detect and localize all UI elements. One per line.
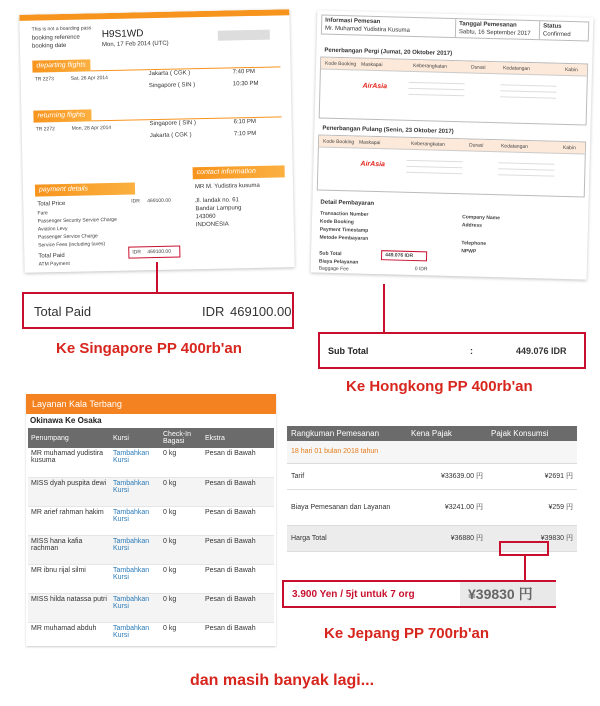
caption-hongkong: Ke Hongkong PP 400rb'an (346, 378, 533, 395)
col-kedatangan: Kedatangan (502, 65, 531, 73)
company-label: Company Name (462, 214, 500, 222)
yen-amount: ¥39830 円 (460, 582, 556, 606)
col-kena-pajak: Kena Pajak (407, 426, 487, 441)
connector-line-japan (524, 556, 526, 581)
table-row (28, 564, 274, 593)
route-title: Okinawa Ke Osaka (30, 416, 102, 425)
total-paid-label: Total Paid (34, 304, 92, 319)
dep-arrive-time: 10:30 PM (232, 80, 259, 88)
subtotal-small-label: Sub Total (319, 250, 342, 258)
ret-col-kabin: Kabin (562, 144, 576, 152)
col-bagasi: Check-In Bagasi (160, 428, 202, 448)
booking-date: Mon, 17 Feb 2014 (UTC) (101, 40, 169, 49)
contact-street: Jl. landak no. 61 (195, 197, 240, 205)
departing-flights-header: departing flights (32, 59, 90, 72)
dep-flight-no: TR 2273 (34, 76, 54, 83)
passenger-table (28, 428, 274, 646)
table-row (287, 489, 577, 525)
col-keberangkatan: Keberangkatan (412, 62, 448, 70)
summary-consumption: ¥39830 円 (487, 525, 577, 551)
airasia-logo-return: AirAsia (360, 160, 386, 169)
booking-date-label: booking date (31, 42, 67, 50)
depart-flight-title: Penerbangan Pergi (Jumat, 20 Oktober 2017) (324, 47, 453, 57)
table-row (28, 535, 274, 564)
order-date-label: Tanggal Pemesanan (459, 21, 517, 29)
table-row (28, 506, 274, 535)
barcode (218, 30, 270, 41)
connector-line-hongkong (383, 284, 385, 334)
passenger-name: MR ibnu rijal silmi (28, 564, 110, 593)
connector-line-singapore (156, 262, 158, 294)
extra-value: Pesan di Bawah (202, 593, 274, 622)
ret-flight-no: TR 2272 (35, 126, 55, 133)
add-seat-link[interactable]: Tambahkan Kursi (110, 564, 160, 593)
summary-label: Biaya Pemesanan dan Layanan (287, 489, 407, 525)
col-durasi: Durasi (470, 64, 486, 71)
baggage-value: 0 kg (160, 506, 202, 535)
extra-value: Pesan di Bawah (202, 506, 274, 535)
payment-detail-title: Detail Pembayaran (320, 199, 375, 207)
detail-transaction-number: Transaction Number (320, 210, 369, 218)
telephone-label: Telephone (461, 240, 487, 247)
extra-value: Pesan di Bawah (202, 622, 274, 646)
extra-value: Pesan di Bawah (202, 535, 274, 564)
total-paid-highlight (22, 292, 294, 329)
contact-country: INDONESIA (195, 221, 229, 229)
return-flight-title: Penerbangan Pulang (Senin, 23 Oktober 2017) (322, 125, 454, 136)
depart-arrival-lines (501, 84, 557, 86)
not-boarding-pass-note: This is not a boarding pass (31, 25, 92, 33)
small-total-currency: IDR (132, 249, 142, 256)
zero-idr: 0 IDR (414, 266, 428, 273)
summary-taxable: ¥3241.00 円 (407, 489, 487, 525)
status-label: Status (543, 23, 562, 30)
ret-origin: Singapore ( SIN ) (149, 120, 197, 128)
ret-col-kode-booking: Kode Booking (322, 138, 355, 146)
passenger-name: MR arief rahman hakim (28, 506, 110, 535)
contact-postcode: 143060 (195, 213, 216, 221)
col-kode-booking: Kode Booking (325, 60, 357, 68)
baggage-value: 0 kg (160, 477, 202, 506)
table-row (28, 622, 274, 646)
airasia-logo: AirAsia (362, 82, 388, 91)
subtotal-small-amount: 449.076 IDR (385, 252, 414, 260)
pay-row-fare: Fare (37, 210, 48, 217)
dep-destination: Singapore ( SIN ) (148, 82, 196, 90)
pay-currency: IDR (131, 198, 140, 205)
payment-details-header: payment details (35, 182, 135, 196)
dep-date: Sat, 26 Apr 2014 (70, 75, 108, 82)
col-kabin: Kabin (564, 66, 578, 74)
table-row (287, 463, 577, 489)
dep-origin: Jakarta ( CGK ) (148, 70, 191, 78)
yen-total-highlight (282, 580, 556, 608)
caption-singapore: Ke Singapore PP 400rb'an (56, 340, 242, 357)
col-kursi: Kursi (110, 428, 160, 448)
baggage-value: 0 kg (160, 535, 202, 564)
yen-note: 3.900 Yen / 5jt untuk 7 org (292, 589, 415, 600)
ret-destination: Jakarta ( CGK ) (149, 132, 192, 140)
ret-col-keberangkatan: Keberangkatan (410, 140, 446, 148)
contact-name: MR M. Yudistira kusuma (194, 182, 260, 191)
baggage-fee-label: Baggage Fee (318, 265, 349, 273)
detail-metode-pembayaran: Metode Pembayaran (319, 234, 369, 242)
ret-depart-time: 6:10 PM (233, 118, 257, 126)
baggage-value: 0 kg (160, 564, 202, 593)
booking-period: 18 hari 01 bulan 2018 tahun (291, 448, 379, 456)
summary-label: Harga Total (287, 525, 407, 551)
info-label: Informasi Pemesan (325, 17, 381, 26)
pay-row-total-price: Total Price (37, 200, 66, 208)
col-penumpang: Penumpang (28, 428, 110, 448)
table-row (28, 477, 274, 506)
booking-info-header (321, 15, 589, 42)
detail-kode-booking: Kode Booking (319, 218, 354, 226)
passenger-name: MR muhamad yudistira kusuma (28, 448, 110, 477)
subtotal-label: Sub Total (328, 346, 369, 356)
atm-payment-label: ATM Payment (38, 260, 70, 268)
pay-row-psc: Passenger Service Charge (37, 233, 98, 241)
info-value: Mr. Muhamad Yudistira Kusuma (324, 25, 410, 34)
summary-label: Tarif (287, 463, 407, 489)
total-paid-small-label: Total Paid (38, 252, 65, 260)
add-seat-link[interactable]: Tambahkan Kursi (110, 593, 160, 622)
small-total-highlight (128, 246, 180, 259)
summary-taxable: ¥36880 円 (407, 525, 487, 551)
contact-city: Bandar Lampung (195, 205, 242, 213)
booking-reference-label: booking reference (31, 34, 80, 42)
pay-row-security: Passenger Security Service Charge (37, 216, 117, 225)
total-paid-currency: IDR (202, 304, 225, 319)
passenger-name: MISS dyah puspita dewi (28, 477, 110, 506)
summary-taxable: ¥33639.00 円 (407, 463, 487, 489)
depart-route-lines (409, 82, 465, 84)
col-maskapai: Maskapai (360, 61, 383, 69)
subtotal-amount: 449.076 IDR (516, 346, 567, 356)
baggage-value: 0 kg (160, 448, 202, 477)
booking-code: H9S1WD (101, 28, 144, 41)
ret-col-durasi: Durasi (468, 142, 484, 149)
total-paid-amount: 469100.00 (230, 304, 292, 319)
extra-value: Pesan di Bawah (202, 448, 274, 477)
depart-flight-table (319, 57, 589, 126)
dep-depart-time: 7:40 PM (232, 68, 255, 76)
caption-japan: Ke Jepang PP 700rb'an (324, 625, 490, 642)
summary-consumption: ¥2691 円 (487, 463, 577, 489)
ticket-brand-strip (19, 9, 289, 21)
extra-value: Pesan di Bawah (202, 564, 274, 593)
pay-total-small: 469100.00 (147, 197, 171, 205)
return-flight-table (317, 134, 586, 197)
col-rangkuman: Rangkuman Pemesanan (287, 426, 407, 441)
returning-flights-header: returning flights (33, 109, 91, 122)
col-ekstra: Ekstra (202, 428, 274, 448)
address-label: Address (461, 222, 482, 229)
subtotal-small-highlight (381, 250, 427, 261)
footer-text: dan masih banyak lagi... (190, 672, 375, 689)
npwp-label: NPWP (461, 248, 477, 255)
passenger-name: MISS hilda natassa putri (28, 593, 110, 622)
small-total-amount: 469100.00 (147, 248, 172, 256)
add-seat-link[interactable]: Tambahkan Kursi (110, 477, 160, 506)
booking-summary-table (287, 426, 577, 552)
table-row (28, 593, 274, 622)
ret-col-maskapai: Maskapai (358, 139, 381, 147)
extra-value: Pesan di Bawah (202, 477, 274, 506)
summary-consumption: ¥259 円 (487, 489, 577, 525)
contact-information-header: contact information (193, 165, 285, 179)
ret-col-kedatangan: Kedatangan (500, 143, 529, 150)
pay-row-service-fees: Service Fees (including taxes) (38, 241, 106, 249)
biaya-pelayanan-label: Biaya Pelayanan (318, 258, 359, 266)
passenger-name: MISS hana kafia rachman (28, 535, 110, 564)
total-yen-highlight (499, 541, 549, 556)
ret-date: Mon, 28 Apr 2014 (71, 124, 112, 132)
col-pajak-konsumsi: Pajak Konsumsi (487, 426, 577, 441)
ret-arrive-time: 7:10 PM (233, 130, 257, 138)
detail-payment-timestamp: Payment Timestamp (319, 226, 369, 234)
singapore-ticket-panel (19, 9, 294, 273)
baggage-value: 0 kg (160, 593, 202, 622)
hongkong-ticket-panel (311, 10, 594, 279)
status-value: Confirmed (542, 31, 571, 39)
add-seat-link[interactable]: Tambahkan Kursi (110, 448, 160, 477)
add-seat-link[interactable]: Tambahkan Kursi (110, 506, 160, 535)
subtotal-highlight (318, 332, 586, 369)
add-seat-link[interactable]: Tambahkan Kursi (110, 535, 160, 564)
layanan-header: Layanan Kala Terbang (26, 394, 276, 414)
add-seat-link[interactable]: Tambahkan Kursi (110, 622, 160, 646)
pay-row-levy: Aviation Levy (37, 225, 68, 233)
order-date-value: Sabtu, 16 September 2017 (458, 29, 531, 38)
osaka-passenger-panel (26, 394, 276, 646)
baggage-value: 0 kg (160, 622, 202, 646)
table-row (28, 448, 274, 477)
passenger-name: MR muhamad abduh (28, 622, 110, 646)
subtotal-colon: : (470, 346, 473, 356)
